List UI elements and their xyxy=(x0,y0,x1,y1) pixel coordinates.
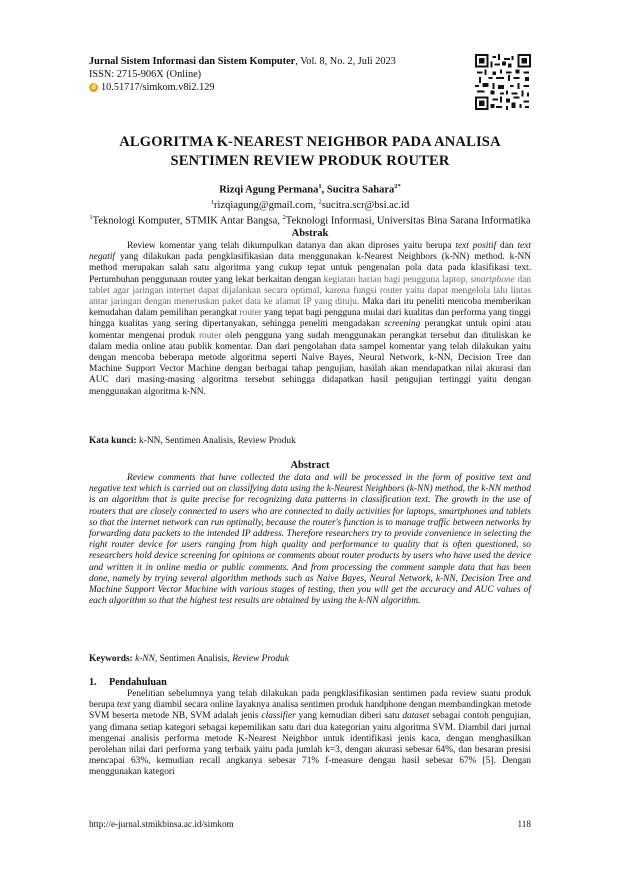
paper-title xyxy=(60,133,560,171)
emails xyxy=(214,200,409,211)
affil-1: Teknologi Komputer, STMIK Antar Bangsa, xyxy=(92,215,283,227)
keywords-label: Keywords: xyxy=(89,654,133,664)
abstrak-s3-it: screening xyxy=(384,319,421,330)
section-title: Pendahuluan xyxy=(109,677,167,688)
section-paragraph xyxy=(89,689,531,779)
sec-p1: Penelitian sebelumnya yang telah dilakukan pada pengklasifikasian sentimen pada review suatu produk berupa xyxy=(89,689,531,711)
abstrak-s2: kegiatan harian bagi pengguna laptop, xyxy=(323,274,471,285)
kata-kunci-label: Kata kunci: xyxy=(89,436,137,446)
abstract-heading: Abstract xyxy=(290,460,330,471)
keywords-it1: k-NN, xyxy=(132,654,158,664)
doi-icon: d xyxy=(89,83,98,92)
page-number: 118 xyxy=(517,819,531,829)
affil-2: Teknologi Informasi, Universitas Bina Sarana Informatika xyxy=(285,215,531,227)
journal-volume: , Vol. 8, No. 2, Juli 2023 xyxy=(295,56,396,67)
section-heading xyxy=(89,677,167,688)
author-separator: , xyxy=(321,184,327,196)
page-footer xyxy=(89,819,531,829)
issn: ISSN: 2715-906X (Online) xyxy=(89,69,202,80)
title-line-2: SENTIMEN REVIEW PRODUK ROUTER xyxy=(170,153,450,169)
author-names xyxy=(60,181,560,197)
title-line-1: ALGORITMA K-NEAREST NEIGHBOR PADA ANALISA xyxy=(119,134,501,150)
abstrak-s1-it2: text negatif xyxy=(89,241,531,263)
sec-p1c: yang kemudian diberi satu xyxy=(295,711,403,722)
affil-1-sup: 1 xyxy=(89,214,93,221)
sec-p1b: yang diambil secara online layaknya analisa sentimen produk handphone dengan membandingkan metode SVM beserta metode NB, SVM adalah jenis xyxy=(89,700,531,722)
abstrak-s3: Maka dari itu peneliti mencoba memberikan kemudahan dalam pemilihan perangkat xyxy=(89,297,531,319)
abstrak-s3-gray: router xyxy=(239,308,262,319)
abstrak-heading: Abstrak xyxy=(291,228,329,239)
author-block xyxy=(60,181,560,228)
section-number: 1. xyxy=(89,677,97,688)
email-1: rizqiagung@gmail.com, xyxy=(214,200,319,211)
author-2-sup: 2* xyxy=(394,183,401,190)
kata-kunci xyxy=(89,436,531,447)
keywords-text: Sentimen Analisis, xyxy=(157,654,233,664)
abstrak-s3c: perangkat untuk opini atau komentar mengenai produk xyxy=(89,319,532,341)
doi-line xyxy=(89,81,469,94)
qr-code-icon xyxy=(475,54,531,110)
abstrak-s2b: dan tablet agar jaringan internet dapat dijalankan secara optimal, karena fungsi router yaitu dapat mengelola lalu lintas antar jaringan dengan meneruskan paket data ke alamat IP yang dituju. xyxy=(89,274,531,308)
sec-p1-it3: dataset xyxy=(402,711,430,722)
abstrak-text xyxy=(89,241,531,398)
author-1-sup: 1 xyxy=(318,183,322,190)
abstrak-s1-it1: text positif xyxy=(455,241,497,251)
author-2: Sucitra Sahara xyxy=(326,184,395,196)
author-affiliations xyxy=(60,212,560,228)
abstrak-s3-gray2: router xyxy=(198,330,222,341)
email-2: sucitra.scr@bsi.ac.id xyxy=(321,200,410,211)
sec-p1-it2: classifier xyxy=(261,711,296,722)
keywords-it2: Review Produk xyxy=(232,654,289,664)
sec-p1d: sebagai contoh pengujian, yang dimana setiap kategori sebagai kepemilikan satu dari dua kategorian yaitu algoritma SVM. Diambil dari jurnal mengenai analisis performa metode K-Nearest Neighbor untuk identifikasi jenis kaca, dengan menghasilkan perolehan nilai dari performa yang terbaik yaitu pada jumlah k=3, dengan akurasi sebesar 64%, dan besaran presisi mencapai 63%, kemudian recall angkanya sebesar 71% f-measure dengan hasil sebesar 67% [5]. Dengan menggunakan kategori xyxy=(89,711,531,778)
abstrak-s3d: oleh pengguna yang sudah menggunakan perangkat tersebut dan dituliskan ke dalam media online atau publik komentar. Dan dari pengolahan data sampel komentar yang telah dilakukan yaitu dengan mencoba beberapa metode algoritma seperti Naive Bayes, Neural Network, k-NN, Decision Tree dan Machine Support Vector Machine dengan berbagai tahap pengujian, hasilah akan mendapatkan nilai akurasi dan AUC dari masing-masing algoritma tersebut sehingga didapatkan hasil pengujian tertinggi yaitu dengan menggunakan algoritma k-NN. xyxy=(89,330,532,397)
kata-kunci-text: k-NN, Sentimen Analisis, Review Produk xyxy=(136,436,296,446)
abstract-text: Review comments that have collected the data and will be processed in the form of positive text and negative text which is carried out on classifying data using the k-Nearest Neighbors (k-NN) method, the k-NN method is an algorithm that is quite precise for recognizing data patterns in classification text. The growth in the use of routers that are closely connected to users who are connected to daily activities for laptops, smartphones and tablets so that the internet network can run optimally, because the router's function is to manage traffic between networks by forwarding data packets to the intended IP address. Therefore researchers try to provide convenience in selecting the right router device for users ranging from high quality and performance to quality that is often questioned, so researchers hold device screening for opinions or comments about router products by users who have used the device and written it in online media or public comments. And from processing the comment sample data that has been done, namely by trying several algorithm methods such as Naive Bayes, Neural Network, k-NN, Decision Tree and Machine Support Vector Machine with various stages of testing, then you will get the accuracy and AUC values of each algorithm so that the highest test results are obtained by using the k-NN algorithm. xyxy=(89,473,531,607)
doi-link[interactable]: 10.51717/simkom.v8i2.129 xyxy=(101,82,215,93)
abstrak-s1: Review komentar yang telah dikumpulkan datanya dan akan diproses yaitu berupa xyxy=(127,241,456,251)
abstrak-s1c: yang dilakukan pada pengklasifikasian data menggunakan k-Nearest Neighbors (k-NN) method. k-NN method merupakan salah satu algoritma yang cukup tepat untuk pengenalan pola data pada klasifikasi text. Pertumbuhan penggunaan router yang lekat berkaitan dengan xyxy=(89,252,531,285)
journal-name: Jurnal Sistem Informasi dan Sistem Komputer xyxy=(89,56,296,67)
email-1-sup: 1 xyxy=(210,198,215,206)
sec-p1-it1: text xyxy=(116,700,131,711)
keywords xyxy=(89,654,531,665)
abstrak-s1b: dan xyxy=(496,241,518,251)
journal-header xyxy=(89,55,469,94)
author-emails xyxy=(60,197,560,213)
footer-url[interactable]: http://e-jurnal.stmikbinsa.ac.id/simkom xyxy=(89,819,234,829)
email-2-sup: 2 xyxy=(318,198,322,206)
journal-citation xyxy=(89,55,469,68)
abstrak-s3b: yang tepat bagi pengguna mulai dari kualitas dan performa yang tinggi hingga kualitas yang sering dipertanyakan, sehingga peneliti mengadakan xyxy=(89,308,531,330)
author-1: Rizqi Agung Permana xyxy=(219,184,319,196)
affil-2-sup: 2 xyxy=(282,214,286,221)
abstrak-s2-it: smartphone xyxy=(470,274,515,285)
